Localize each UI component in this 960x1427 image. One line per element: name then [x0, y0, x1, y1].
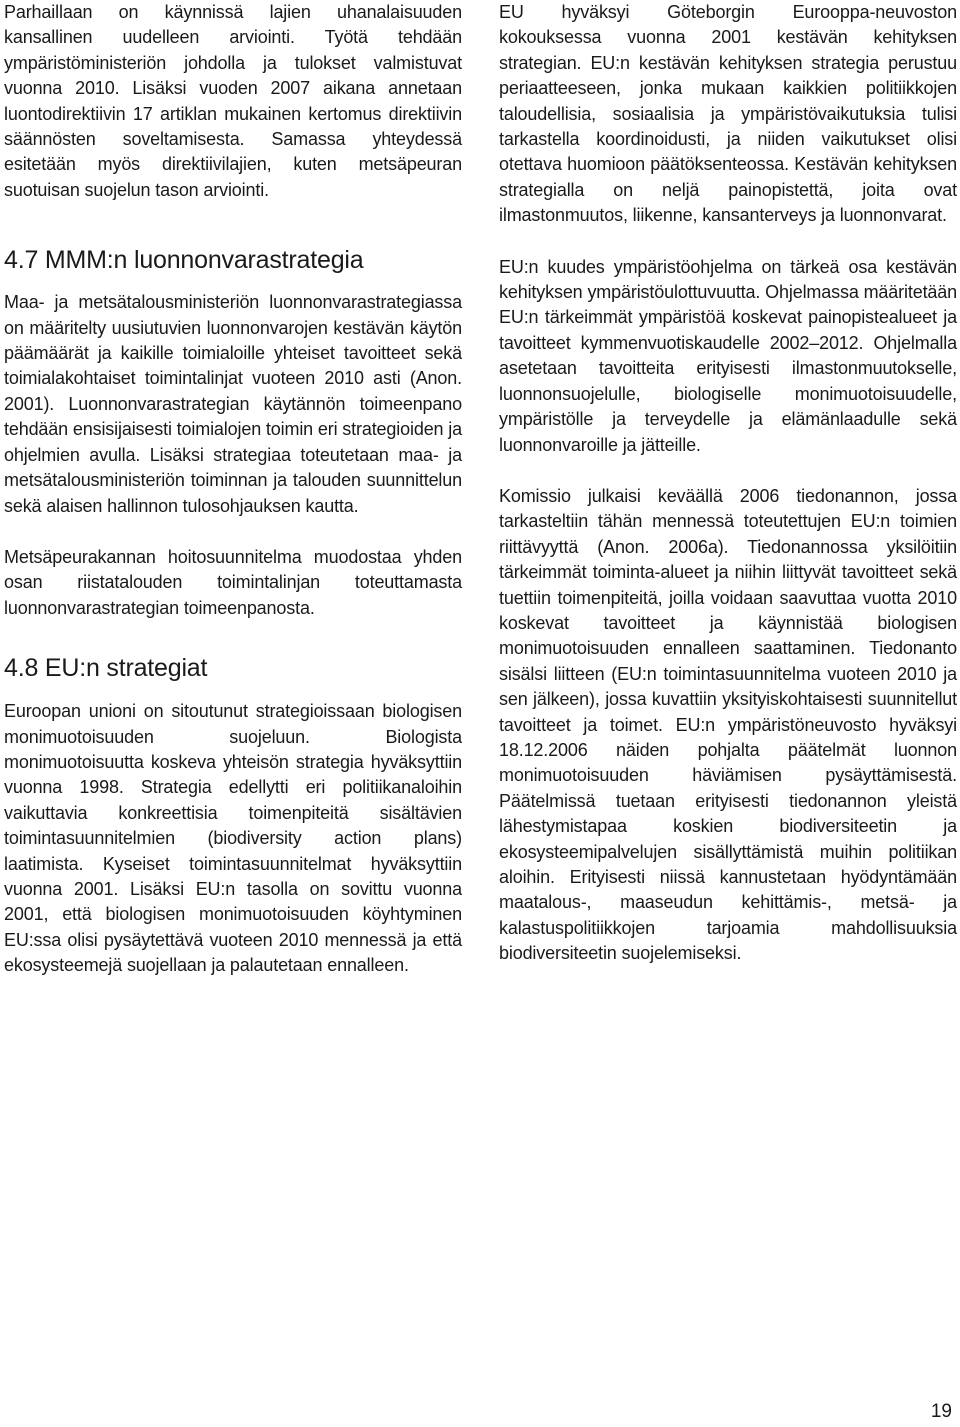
section-heading-4-7: 4.7 MMM:n luonnonvarastrategia [4, 246, 364, 275]
intro-paragraph: Parhaillaan on käynnissä lajien uhanalaisuuden kansallinen uudelleen arviointi. Työtä tehdään ympäristöministeriön johdolla ja tulokset valmistuvat vuonna 2010. Lisäksi vuoden 2007 aikana annetaan luontodirektiivin 17 artiklan mukainen kertomus direktiivin säännösten soveltamisesta. Samassa yhteydessä esitetään myös direktiivilajien, kuten metsäpeuran suotuisan suojelun tason arviointi. [4, 2, 462, 200]
right-column [499, 0, 957, 967]
right-paragraph-3: Komissio julkaisi keväällä 2006 tiedonannon, jossa tarkasteltiin tähän mennessä toteutettujen EU:n toimien riittävyyttä (Anon. 2006a). Tiedonannossa yksilöitiin tärkeimmät toiminta-alueet ja niihin liittyvät tavoitteet sekä tuettiin toimenpiteitä, joilla voidaan saavuttaa vuotta 2010 koskevat tavoitteet ja käynnistää biologisen monimuotoisuuden ennalleen saattaminen. Tiedonanto sisälsi liitteen (EU:n toimintasuunnitelma vuoteen 2010 ja sen jälkeen), jossa kuvattiin yksityiskohtaisesti suunnitellut tavoitteet ja toimet. EU:n ympäristöneuvosto hyväksyi 18.12.2006 näiden pohjalta päätelmät luonnon monimuotoisuuden häviämisen pysäyttämisestä. Päätelmissä tuetaan erityisesti tiedonannon yleistä lähestymistapaa koskien biodiversiteetin ja ekosysteemipalvelujen sisällyttämistä muihin politiikan aloihin. Erityisesti niissä kannustetaan hyödyntämään maatalous-, maaseudun kehittämis-, metsä- ja kalastuspolitiikkojen tarjoamia mahdollisuuksia biodiversiteetin suojelemiseksi. [499, 485, 957, 964]
spacer [4, 275, 462, 290]
page-number: 19 [930, 1401, 952, 1422]
section-4-8-paragraph-1: Euroopan unioni on sitoutunut strategioissaan biologisen monimuotoisuuden suojeluun. Biologista monimuotoisuutta koskeva yhteisön strategia hyväksyttiin vuonna 1998. Strategia edellytti eri politiikanaloihin vaikuttavia konkreettisia toimenpiteitä sisältävien toimintasuunnitelmien (biodiversity action plans) laatimista. Kyseiset toimintasuunnitelmat hyväksyttiin vuonna 2001. Lisäksi EU:n tasolla on sovittu vuonna 2001, että biologisen monimuotoisuuden köyhtyminen EU:ssa olisi pysäytettävä vuoteen 2010 mennessä ja että ekosysteemejä suojellaan ja palautetaan ennalleen. [4, 701, 462, 976]
spacer [499, 458, 957, 484]
spacer [4, 203, 462, 245]
spacer [4, 683, 462, 699]
section-4-7-paragraph-1: Maa- ja metsätalousministeriön luonnonvarastrategiassa on määritelty uusiutuvien luonnonvarojen kestävän käytön päämäärät ja kaikille toimialoille yhteiset tavoitteet sekä toimialakohtaiset toimintalinjat vuoteen 2010 asti (Anon. 2001). Luonnonvarastrategian käytännön toimeenpano tehdään ensisijaisesti toimialojen toimin eri strategioiden ja ohjelmien avulla. Lisäksi strategiaa toteutetaan maa- ja metsätalousministeriön toiminnan ja talouden suunnittelun sekä alaisen hallinnon tulosohjauksen kautta. [4, 292, 462, 516]
section-4-7-paragraph-2: Metsäpeurakannan hoitosuunnitelma muodostaa yhden osan riistatalouden toimintalinjan toteuttamasta luonnonvarastrategian toimeenpanosta. [4, 546, 462, 618]
right-paragraph-1: EU hyväksyi Göteborgin Eurooppa-neuvoston kokouksessa vuonna 2001 kestävän kehityksen strategian. EU:n kestävän kehityksen strategia perustuu periaatteeseen, jonka mukaan kaikkien politiikkojen taloudellisia, sosiaalisia ja ympäristövaikutuksia tulisi tarkastella koordinoidusti, ja niiden vaikutukset olisi otettava huomioon päätöksenteossa. Kestävän kehityksen strategialla on neljä painopistettä, joita ovat ilmastonmuutos, liikenne, kansanterveys ja luonnonvarat. [499, 2, 957, 226]
section-heading-4-8: 4.8 EU:n strategiat [4, 654, 208, 683]
right-paragraph-2: EU:n kuudes ympäristöohjelma on tärkeä osa kestävän kehityksen ympäristöulottuvuutta. Ohjelmassa määritetään EU:n tärkeimmät ympäristöä koskevat painopistealueet ja tavoitteet kymmenvuotiskaudelle 2002–2012. Ohjelmalla asetetaan tavoitteita erityisesti ilmastonmuutokselle, luonnonsuojelulle, biologiselle monimuotoisuudelle, ympäristölle ja terveydelle ja elämänlaadulle sekä luonnonvaroille ja jätteille. [499, 256, 957, 455]
spacer [4, 621, 462, 653]
spacer [4, 519, 462, 545]
spacer [499, 229, 957, 255]
left-column [4, 0, 462, 979]
